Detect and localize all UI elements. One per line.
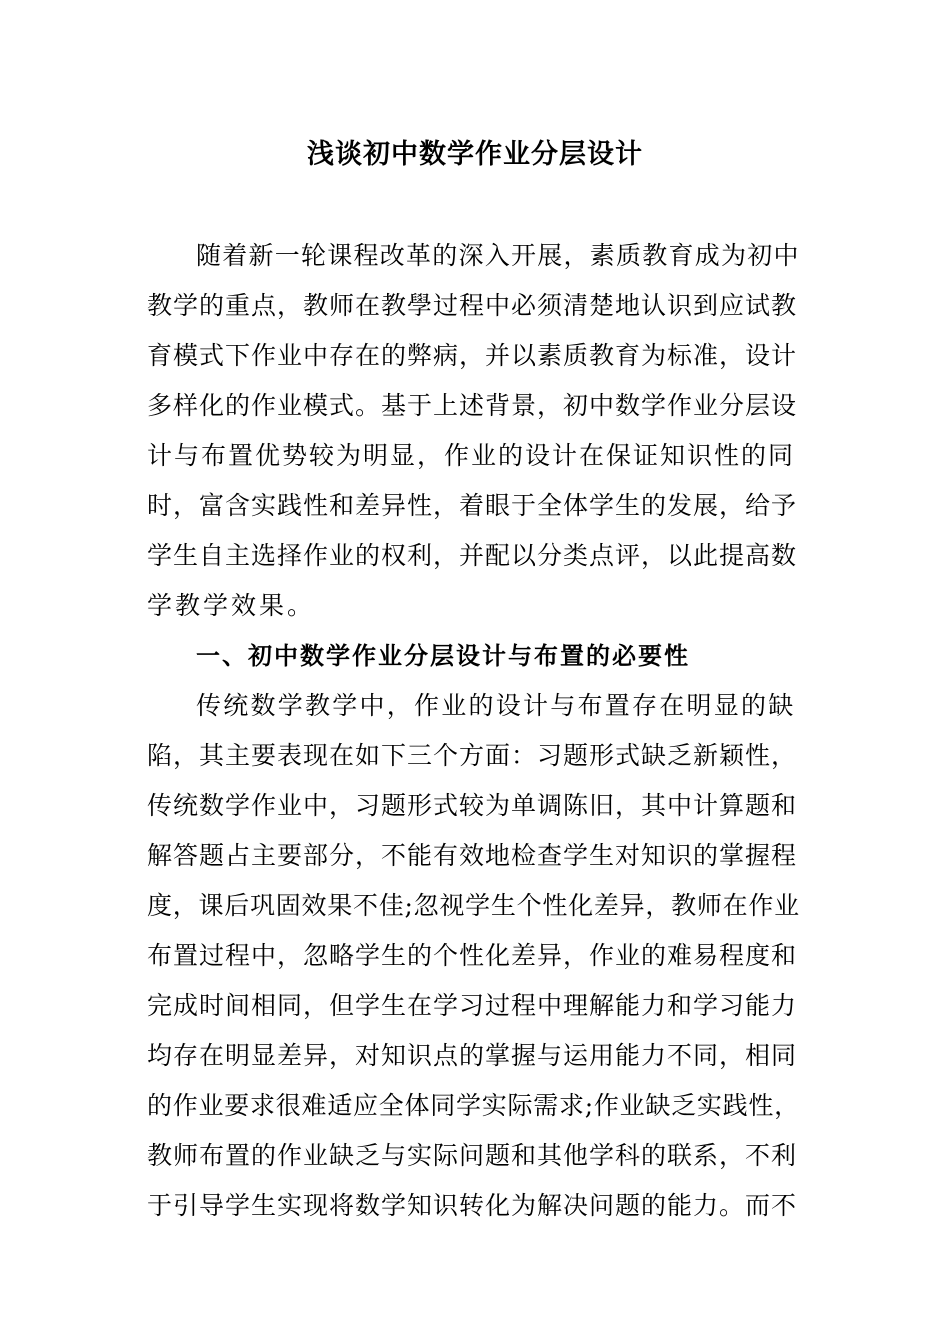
paragraph-line: 度，课后巩固效果不佳;忽视学生个性化差异，教师在作业 (147, 891, 800, 920)
paragraph-line: 学教学效果。 (147, 591, 316, 620)
paragraph-line: 布置过程中，忽略学生的个性化差异，作业的难易程度和 (147, 941, 798, 970)
paragraph-line: 随着新一轮课程改革的深入开展，素质教育成为初中 (196, 241, 800, 270)
paragraph-line: 学生自主选择作业的权利，并配以分类点评，以此提高数 (147, 541, 798, 570)
paragraph-line: 时，富含实践性和差异性，着眼于全体学生的发展，给予 (147, 491, 798, 520)
paragraph-line: 于引导学生实现将数学知识转化为解决问题的能力。而不 (147, 1191, 798, 1220)
paragraph-line: 教学的重点，教师在教學过程中必须清楚地认识到应试教 (147, 291, 798, 320)
paragraph-line: 陷，其主要表现在如下三个方面：习题形式缺乏新颖性， (147, 741, 798, 770)
paragraph-line: 传统数学教学中，作业的设计与布置存在明显的缺 (196, 691, 796, 720)
document-title: 浅谈初中数学作业分层设计 (307, 139, 643, 170)
section-heading: 一、初中数学作业分层设计与布置的必要性 (196, 641, 690, 670)
paragraph-line: 完成时间相同，但学生在学习过程中理解能力和学习能力 (147, 991, 798, 1020)
paragraph-line: 的作业要求很难适应全体同学实际需求;作业缺乏实践性， (147, 1091, 800, 1120)
paragraph-line: 均存在明显差异，对知识点的掌握与运用能力不同，相同 (147, 1041, 798, 1070)
paragraph-line: 教师布置的作业缺乏与实际问题和其他学科的联系，不利 (147, 1141, 798, 1170)
paragraph-line: 解答题占主要部分，不能有效地检查学生对知识的掌握程 (147, 841, 798, 870)
paragraph-line: 计与布置优势较为明显，作业的设计在保证知识性的同 (147, 441, 796, 470)
paragraph-line: 多样化的作业模式。基于上述背景，初中数学作业分层设 (147, 391, 798, 420)
paragraph-line: 育模式下作业中存在的弊病，并以素质教育为标准，设计 (147, 341, 798, 370)
paragraph-line: 传统数学作业中，习题形式较为单调陈旧，其中计算题和 (147, 791, 798, 820)
